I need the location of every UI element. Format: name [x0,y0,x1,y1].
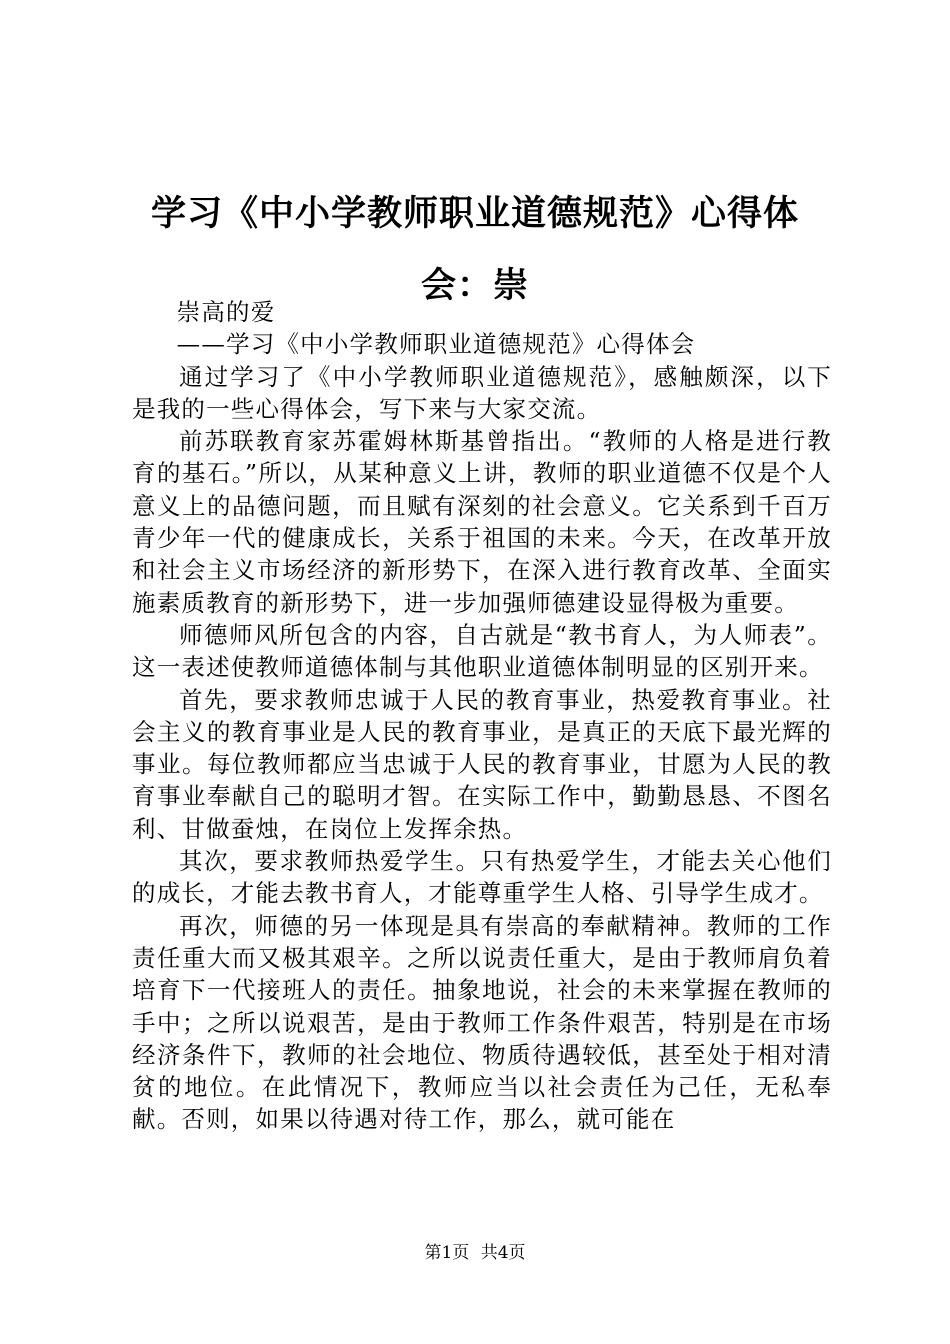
paragraph: 首先，要求教师忠诚于人民的教育事业，热爱教育事业。社会主义的教育事业是人民的教育事业，是真正的天底下最光辉的事业。每位教师都应当忠诚于人民的教育事业，甘愿为人民的教育事业奉献自己的聪明才智。在实际工作中，勤勤恳恳、不图名利、甘做蚕烛，在岗位上发挥余热。 [132,685,832,843]
paragraph: 前苏联教育家苏霍姆林斯基曾指出。“教师的人格是进行教育的基石。”所以，从某种意义上讲，教师的职业道德不仅是个人意义上的品德问题，而且赋有深刻的社会意义。它关系到千百万青少年一代的健康成长，关系于祖国的未来。今天，在改革开放和社会主义市场经济的新形势下，在深入进行教育改革、全面实施素质教育的新形势下，进一步加强师德建设显得极为重要。 [132,427,832,617]
document-body [132,296,832,1136]
page-total: 共4页 [480,1243,526,1263]
document-title: 学习《中小学教师职业道德规范》心得体会：崇 [150,194,799,306]
subtitle-line-2: ——学习《中小学教师职业道德规范》心得体会 [176,330,696,359]
paragraph: 再次，师德的另一体现是具有崇高的奉献精神。教师的工作责任重大而又极其艰辛。之所以说责任重大，是由于教师肩负着培育下一代接班人的责任。抽象地说，社会的未来掌握在教师的手中；之所以说艰苦，是由于教师工作条件艰苦，特别是在市场经济条件下，教师的社会地位、物质待遇较低，甚至处于相对清贫的地位。在此情况下，教师应当以社会责任为己任，无私奉献。否则，如果以待遇对待工作，那么，就可能在 [132,911,832,1134]
paragraph: 通过学习了《中小学教师职业道德规范》，感触颇深，以下是我的一些心得体会，写下来与大家交流。 [132,362,832,423]
paragraph: 其次，要求教师热爱学生。只有热爱学生，才能去关心他们的成长，才能去教书育人，才能尊重学生人格、引导学生成才。 [132,847,832,908]
page-footer [0,1241,950,1265]
page-number: 第1页 [424,1243,470,1263]
subtitle-line-1: 崇高的爱 [176,298,276,326]
paragraph: 师德师风所包含的内容，自古就是“教书育人，为人师表”。这一表述使教师道德体制与其他职业道德体制明显的区别开来。 [132,620,832,682]
